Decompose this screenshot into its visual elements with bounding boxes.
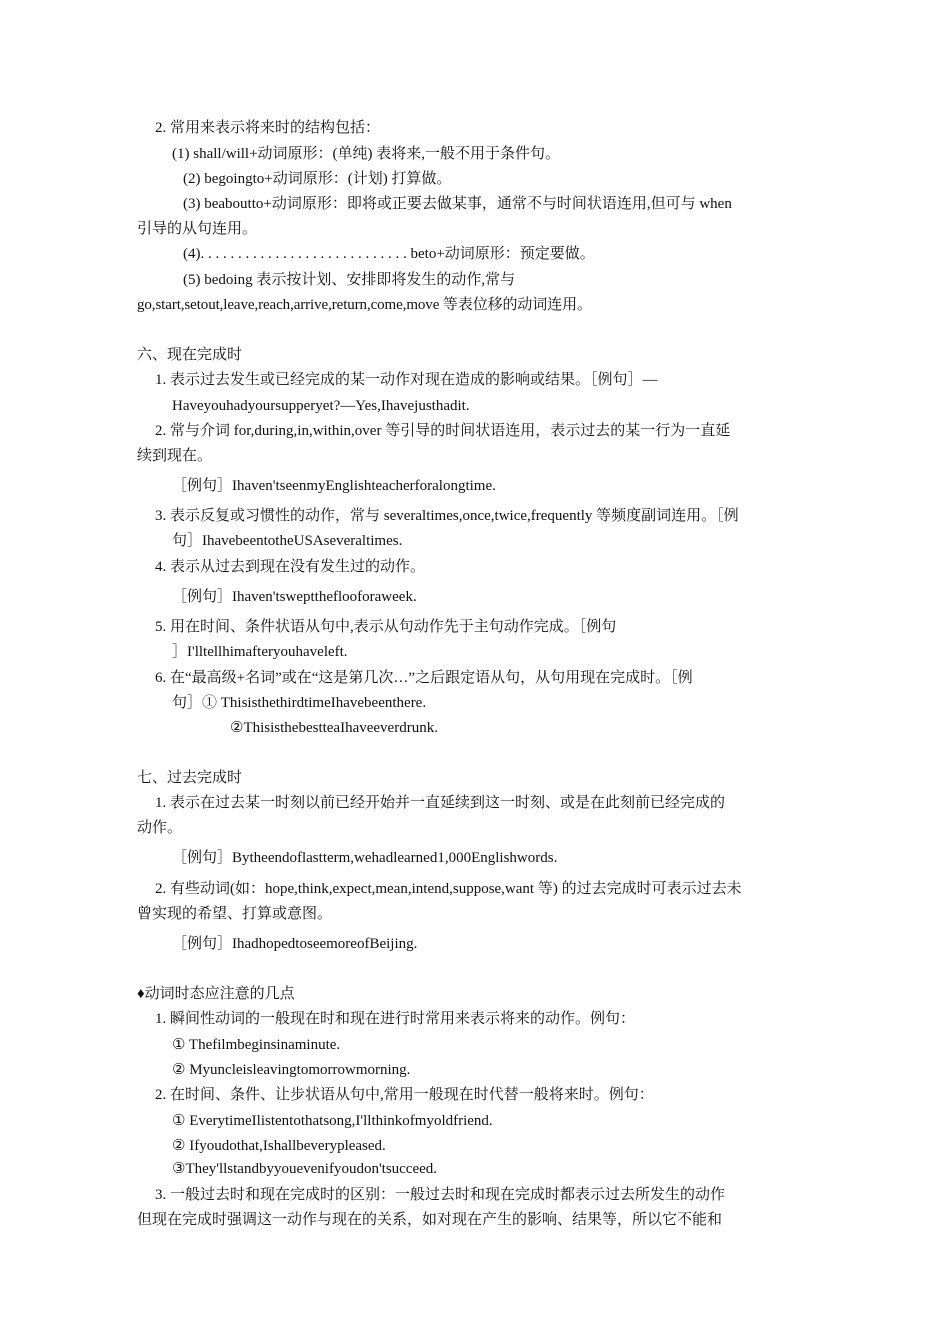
pastp-item-1-example: ［例句］Bytheendoflastterm,wehadlearned1,000Englishwords. — [172, 850, 558, 866]
future-structure-5-line-2: go,start,setout,leave,reach,arrive,return,come,move 等表位移的动词连用。 — [137, 297, 592, 313]
pastp-item-2-line-1: 2. 有些动词(如：hope,think,expect,mean,intend,suppose,want 等) 的过去完成时可表示过去未 — [155, 881, 742, 897]
note-1-example-1: ① Thefilmbeginsinaminute. — [172, 1037, 341, 1053]
future-structure-3-line-1: (3) beaboutto+动词原形：即将或正要去做某事，通常不与时间状语连用,但可与 when — [183, 196, 732, 212]
note-1-example-2: ② Myuncleisleavingtomorrowmorning. — [172, 1062, 411, 1078]
note-3-line-1: 3. 一般过去时和现在完成时的区别：一般过去时和现在完成时都表示过去所发生的动作 — [155, 1187, 726, 1203]
future-structure-4: (4). . . . . . . . . . . . . . . . . . . . . . . . . . . . beto+动词原形：预定要做。 — [183, 246, 595, 262]
pp-item-6-line-2: 句］① ThisisthethirdtimeIhavebeenthere. — [172, 695, 427, 711]
pp-item-5-line-2: ］I'lltellhimafteryouhaveleft. — [172, 644, 348, 660]
note-2-example-1: ① EverytimeIlistentothatsong,I'llthinkofmyoldfriend. — [172, 1113, 493, 1129]
pp-item-4-example: ［例句］Ihaven'tswepttheflooforaweek. — [172, 589, 417, 605]
future-structure-1: (1) shall/will+动词原形：(单纯) 表将来,一般不用于条件句。 — [172, 146, 561, 162]
pp-item-6-line-3: ②ThisisthebestteaIhaveeverdrunk. — [230, 720, 438, 736]
pp-item-6-line-1: 6. 在“最高级+名词”或在“这是第几次…”之后跟定语从句，从句用现在完成时。［例 — [155, 670, 693, 686]
present-perfect-title: 六、现在完成时 — [137, 347, 243, 363]
pastp-item-1-line-1: 1. 表示在过去某一时刻以前已经开始并一直延续到这一时刻、或是在此刻前已经完成的 — [155, 795, 726, 811]
pp-item-5-line-1: 5. 用在时间、条件状语从句中,表示从句动作先于主句动作完成。［例句 — [155, 619, 617, 635]
pp-item-3-line-2: 句］IhavebeentotheUSAseveraltimes. — [172, 533, 403, 549]
pp-item-3-line-1: 3. 表示反复或习惯性的动作，常与 severaltimes,once,twice,frequently 等频度副词连用。［例 — [155, 508, 739, 524]
past-perfect-title: 七、过去完成时 — [137, 770, 243, 786]
future-structure-3-line-2: 引导的从句连用。 — [137, 221, 258, 237]
future-structure-2: (2) begoingto+动词原形：(计划) 打算做。 — [183, 171, 452, 187]
pp-item-2-line-1: 2. 常与介词 for,during,in,within,over 等引导的时间状语连用，表示过去的某一行为一直延 — [155, 423, 731, 439]
pastp-item-2-line-2: 曾实现的希望、打算或意图。 — [137, 906, 333, 922]
note-2: 2. 在时间、条件、让步状语从句中,常用一般现在时代替一般将来时。例句： — [155, 1087, 654, 1103]
pp-item-2-example: ［例句］Ihaven'tseenmyEnglishteacherforalongtime. — [172, 478, 496, 494]
future-structure-5-line-1: (5) bedoing 表示按计划、安排即将发生的动作,常与 — [183, 272, 516, 288]
note-1: 1. 瞬间性动词的一般现在时和现在进行时常用来表示将来的动作。例句： — [155, 1011, 636, 1027]
future-structures-heading: 2. 常用来表示将来时的结构包括： — [155, 120, 381, 136]
note-2-example-2: ② Ifyoudothat,Ishallbeverypleased. — [172, 1138, 386, 1154]
note-2-example-3: ③They'llstandbyyouevenifyoudon'tsucceed. — [172, 1161, 438, 1177]
pp-item-1-line-1: 1. 表示过去发生或已经完成的某一动作对现在造成的影响或结果。［例句］— — [155, 372, 658, 388]
note-3-line-2: 但现在完成时强调这一动作与现在的关系，如对现在产生的影响、结果等，所以它不能和 — [137, 1212, 723, 1228]
notes-title: ♦动词时态应注意的几点 — [137, 986, 295, 1002]
pastp-item-1-line-2: 动作。 — [137, 820, 183, 836]
pp-item-4: 4. 表示从过去到现在没有发生过的动作。 — [155, 559, 426, 575]
pp-item-2-line-2: 续到现在。 — [137, 448, 213, 464]
pastp-item-2-example: ［例句］IhadhopedtoseemoreofBeijing. — [172, 936, 418, 952]
pp-item-1-line-2: Haveyouhadyoursupperyet?—Yes,Ihavejusthadit. — [172, 398, 470, 414]
